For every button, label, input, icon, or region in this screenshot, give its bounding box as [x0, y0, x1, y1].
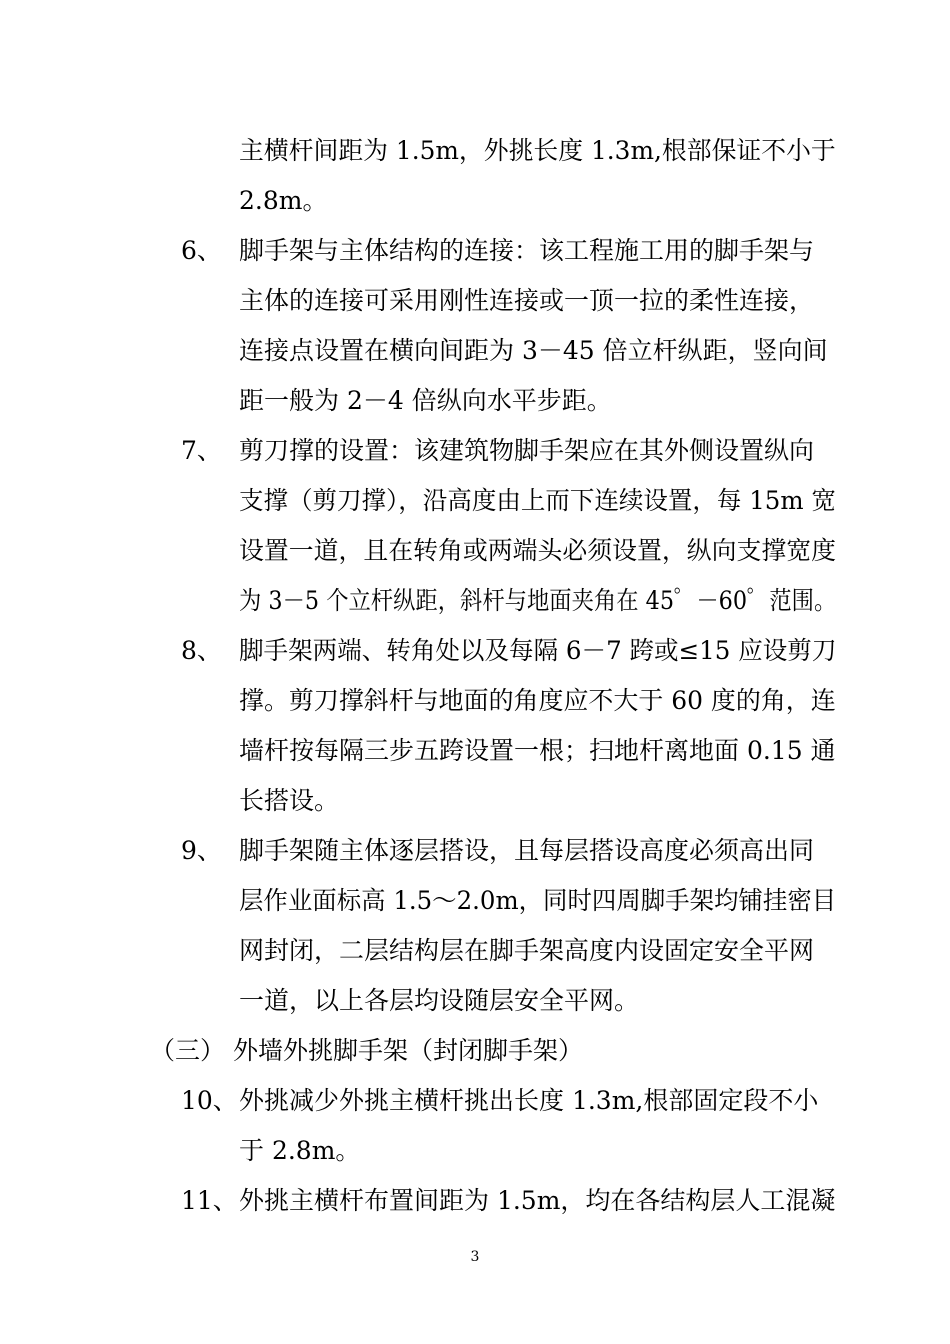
body-line: 网封闭，二层结构层在脚手架高度内设固定安全平网 [239, 936, 815, 965]
body-line: 距一般为 2－4 倍纵向水平步距。 [239, 386, 612, 415]
body-line: 外挑减少外挑主横杆挑出长度 1.3m,根部固定段不小 [239, 1086, 819, 1115]
body-line: 为 3－5 个立杆纵距，斜杆与地面夹角在 45゜－60゜范围。 [239, 586, 837, 615]
body-line: 2.8m。 [239, 186, 328, 215]
body-line: 支撑（剪刀撑），沿高度由上而下连续设置，每 15m 宽 [239, 486, 836, 515]
section-heading-number: （三） [150, 1036, 226, 1065]
list-item-number: 11、 [181, 1186, 238, 1215]
list-item-number: 10、 [181, 1086, 238, 1115]
page-number: 3 [470, 1249, 480, 1265]
body-line: 脚手架两端、转角处以及每隔 6－7 跨或≤15 应设剪刀 [239, 636, 837, 665]
section-heading: 外墙外挑脚手架（封闭脚手架） [233, 1036, 584, 1065]
body-line: 于 2.8m。 [239, 1136, 361, 1165]
body-line: 墙杆按每隔三步五跨设置一根；扫地杆离地面 0.15 通 [239, 736, 836, 765]
body-line: 层作业面标高 1.5～2.0m，同时四周脚手架均铺挂密目 [239, 886, 837, 915]
body-line: 脚手架随主体逐层搭设，且每层搭设高度必须高出同 [239, 836, 815, 865]
body-line: 剪刀撑的设置：该建筑物脚手架应在其外侧设置纵向 [239, 436, 815, 465]
body-line: 长搭设。 [239, 786, 340, 815]
body-line: 一道，以上各层均设随层安全平网。 [239, 986, 640, 1015]
list-item-number: 9、 [181, 836, 222, 865]
list-item-number: 8、 [181, 636, 222, 665]
body-line: 外挑主横杆布置间距为 1.5m，均在各结构层人工混凝 [239, 1186, 836, 1215]
body-line: 连接点设置在横向间距为 3－45 倍立杆纵距，竖向间 [239, 336, 828, 365]
list-item-number: 7、 [181, 436, 222, 465]
body-line: 设置一道，且在转角或两端头必须设置，纵向支撑宽度 [239, 536, 837, 565]
list-item-number: 6、 [181, 236, 222, 265]
body-line: 撑。剪刀撑斜杆与地面的角度应不大于 60 度的角，连 [239, 686, 836, 715]
body-line: 主横杆间距为 1.5m，外挑长度 1.3m,根部保证不小于 [239, 136, 836, 165]
body-line: 主体的连接可采用刚性连接或一顶一拉的柔性连接， [239, 286, 815, 315]
body-line: 脚手架与主体结构的连接：该工程施工用的脚手架与 [239, 236, 815, 265]
